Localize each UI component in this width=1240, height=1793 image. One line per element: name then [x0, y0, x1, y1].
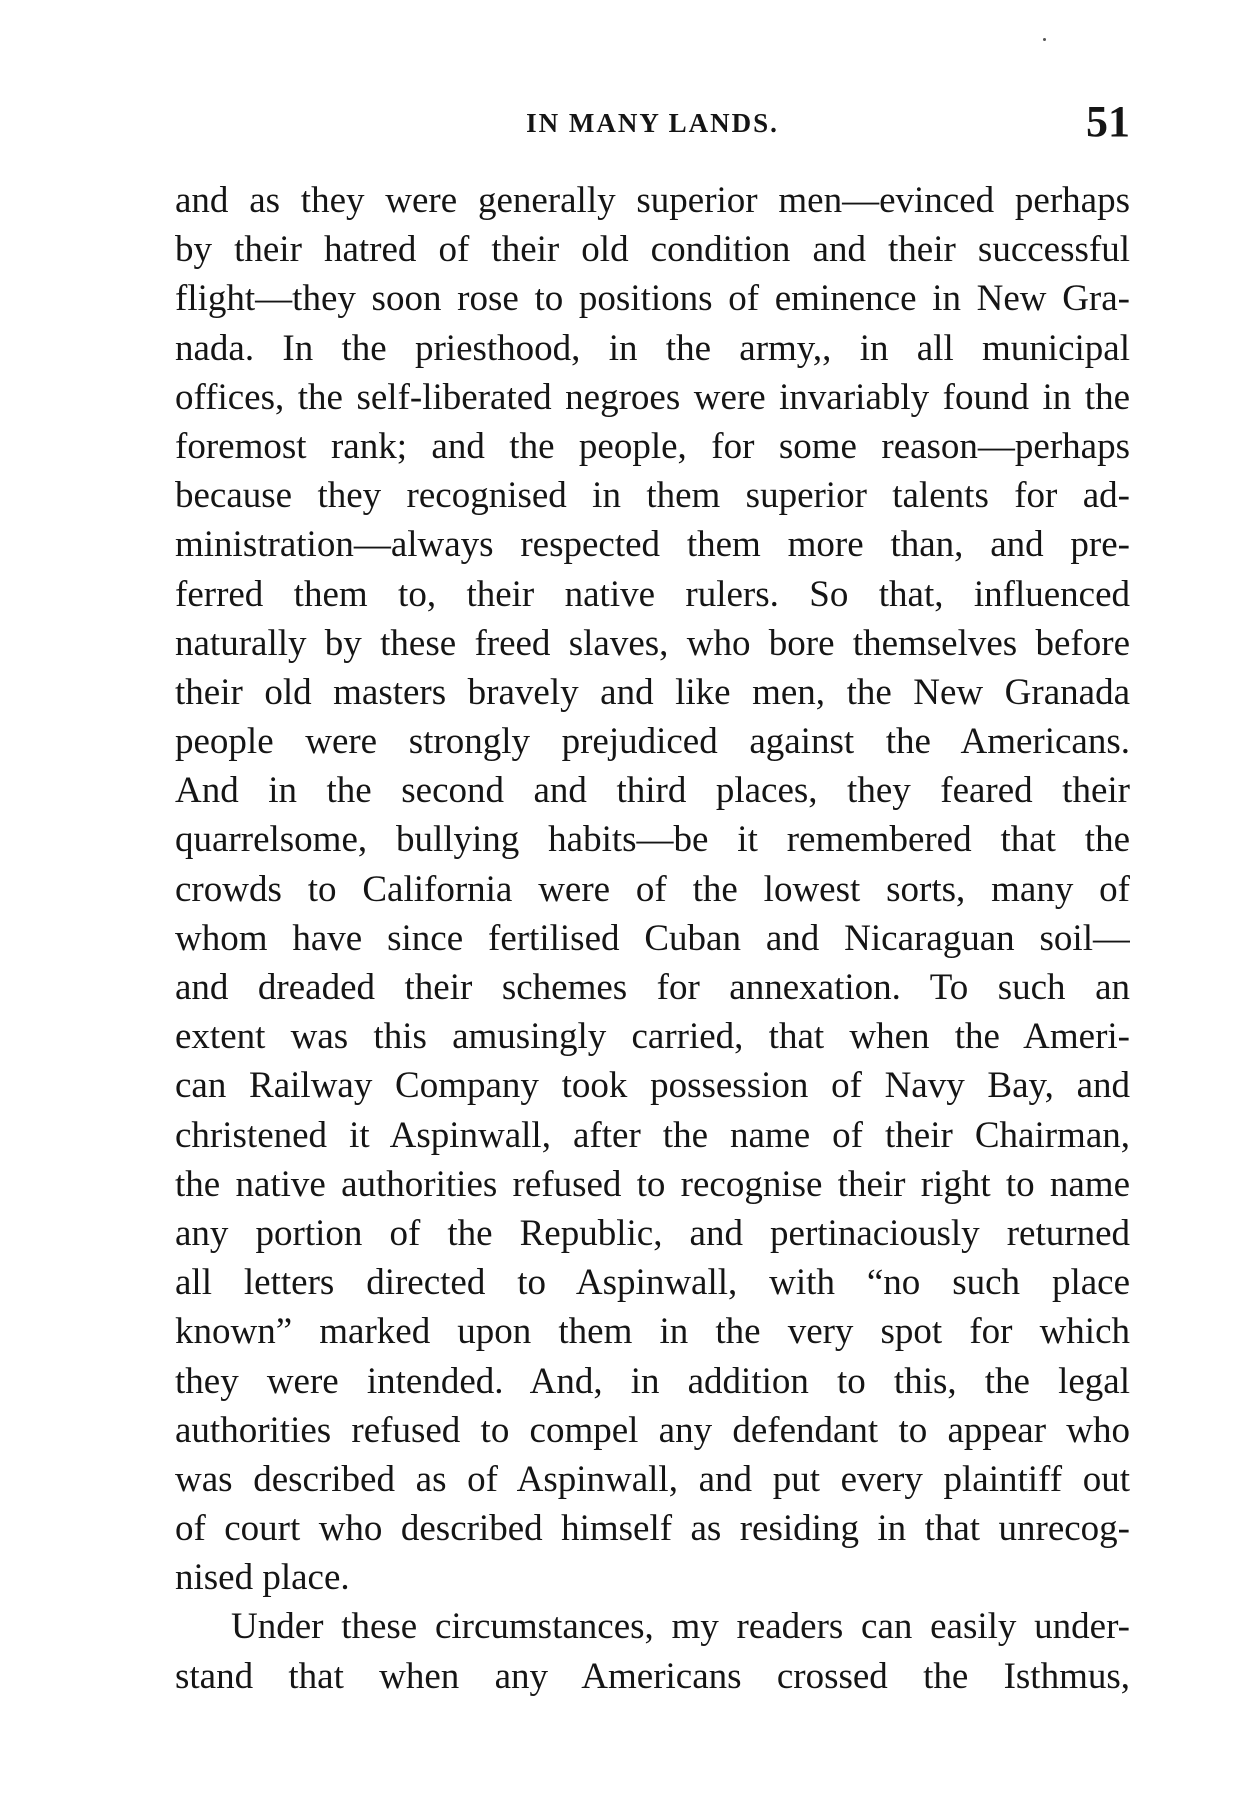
text-line: And in the second and third places, they feared their [175, 770, 1130, 812]
text-line: and dreaded their schemes for annexation. To such an [175, 967, 1130, 1008]
text-line: ministration—always respected them more than, and pre- [175, 524, 1130, 566]
page-number: 51 [1086, 97, 1130, 146]
paragraph-2 [175, 1602, 1130, 1700]
text-line: extent was this amusingly carried, that when the Ameri- [175, 1016, 1130, 1058]
text-line: foremost rank; and the people, for some reason—perhaps [175, 425, 1130, 467]
text-line: any portion of the Republic, and pertinaciously returned [175, 1212, 1130, 1254]
text-line: whom have since fertilised Cuban and Nicaraguan soil— [175, 917, 1130, 959]
text-line: stand that when any Americans crossed the Isthmus, [175, 1655, 1130, 1697]
text-line: authorities refused to compel any defendant to appear who [175, 1409, 1130, 1451]
running-title: IN MANY LANDS. [526, 108, 779, 138]
text-line: Under these circumstances, my readers can easily under- [231, 1606, 1130, 1648]
text-line: offices, the self-liberated negroes were invariably found in the [175, 376, 1130, 418]
text-line: all letters directed to Aspinwall, with “no such place [175, 1262, 1130, 1304]
text-line: by their hatred of their old condition and their successful [175, 229, 1130, 271]
text-line: flight—they soon rose to positions of eminence in New Gra- [175, 278, 1130, 320]
text-line: nised place. [175, 1557, 350, 1599]
text-line: people were strongly prejudiced against the Americans. [175, 721, 1130, 763]
text-line: christened it Aspinwall, after the name of their Chairman, [175, 1114, 1130, 1156]
text-line: their old masters bravely and like men, the New Granada [175, 671, 1130, 713]
text-line: nada. In the priesthood, in the army,, in all municipal [175, 327, 1130, 369]
text-line: the native authorities refused to recognise their right to name [175, 1163, 1130, 1205]
text-line: they were intended. And, in addition to this, the legal [175, 1360, 1130, 1402]
text-line: naturally by these freed slaves, who bore themselves before [175, 622, 1130, 664]
text-line: quarrelsome, bullying habits—be it remembered that the [175, 819, 1130, 861]
text-line: ferred them to, their native rulers. So that, influenced [175, 573, 1130, 615]
page-header [175, 96, 1130, 156]
text-line: because they recognised in them superior talents for ad- [175, 475, 1130, 517]
text-line: crowds to California were of the lowest sorts, many of [175, 868, 1130, 910]
paragraph-1 [175, 176, 1130, 1602]
text-line: of court who described himself as residing in that unrecog- [175, 1508, 1130, 1550]
body-text [175, 176, 1130, 1701]
paper-speck [1043, 38, 1046, 41]
text-line: and as they were generally superior men—evinced perhaps [175, 180, 1130, 221]
text-line: was described as of Aspinwall, and put every plaintiff out [175, 1458, 1130, 1500]
text-line: can Railway Company took possession of Navy Bay, and [175, 1065, 1130, 1107]
text-line: known” marked upon them in the very spot for which [175, 1311, 1130, 1353]
